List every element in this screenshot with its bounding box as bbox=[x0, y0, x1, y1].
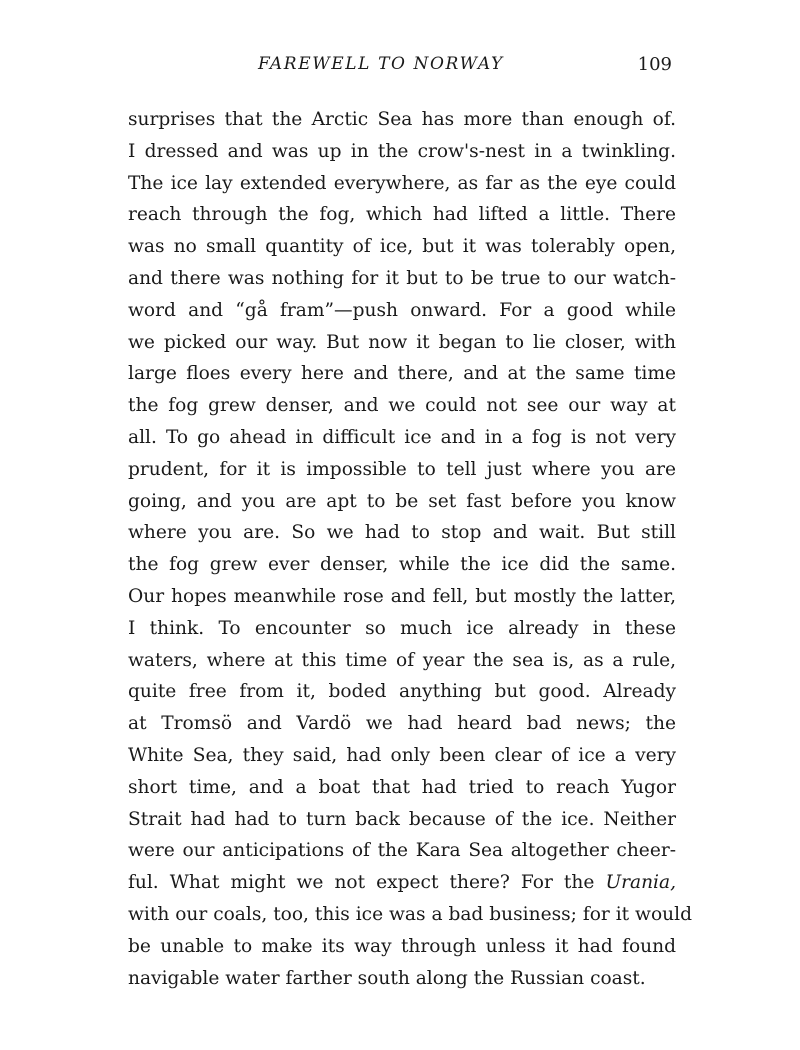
text-line-last: navigable water farther south along the Russian coast. bbox=[128, 967, 646, 989]
text-line: prudent, for it is impossible to tell just where you are bbox=[128, 458, 676, 480]
text-line: all. To go ahead in difficult ice and in a fog is not very bbox=[128, 426, 676, 448]
text-line: the fog grew denser, and we could not see our way at bbox=[128, 395, 676, 417]
text-line: quite free from it, boded anything but good. Already bbox=[128, 681, 676, 703]
text-line: The ice lay extended everywhere, as far as the eye could bbox=[128, 172, 676, 194]
text-line: going, and you are apt to be set fast before you know bbox=[128, 490, 676, 512]
text-line: at Tromsö and Vardö we had heard bad news; the bbox=[128, 713, 676, 735]
running-title: FAREWELL TO NORWAY bbox=[258, 54, 504, 74]
text-line: large floes every here and there, and at the same time bbox=[128, 363, 676, 385]
text-line: Strait had had to turn back because of the ice. Neither bbox=[128, 808, 676, 830]
page-number: 109 bbox=[637, 54, 672, 75]
text-line-segment: ful. What might we not expect there? For the bbox=[128, 872, 606, 894]
text-line: I dressed and was up in the crow's-nest in a twinkling. bbox=[128, 140, 676, 162]
text-line: Our hopes meanwhile rose and fell, but mostly the latter, bbox=[128, 585, 676, 607]
text-line: the fog grew ever denser, while the ice did the same. bbox=[128, 554, 676, 576]
text-line: White Sea, they said, had only been clear of ice a very bbox=[128, 744, 676, 766]
running-header bbox=[130, 54, 672, 82]
text-line bbox=[128, 867, 676, 899]
body-text bbox=[128, 104, 692, 994]
text-line: surprises that the Arctic Sea has more than enough of. bbox=[128, 109, 676, 130]
text-line: be unable to make its way through unless it had found bbox=[128, 935, 676, 957]
text-line: and there was nothing for it but to be true to our watch- bbox=[128, 267, 676, 289]
text-line: I think. To encounter so much ice already in these bbox=[128, 617, 676, 639]
text-line: word and “gå fram”—push onward. For a good while bbox=[128, 299, 676, 321]
text-line: were our anticipations of the Kara Sea altogether cheer- bbox=[128, 840, 676, 862]
ship-name-italic: Urania, bbox=[605, 872, 676, 894]
text-line: short time, and a boat that had tried to reach Yugor bbox=[128, 776, 676, 798]
text-line: was no small quantity of ice, but it was tolerably open, bbox=[128, 236, 676, 258]
text-line: we picked our way. But now it began to lie closer, with bbox=[128, 331, 676, 353]
text-line: with our coals, too, this ice was a bad business; for it would bbox=[128, 903, 692, 925]
text-line: where you are. So we had to stop and wait. But still bbox=[128, 522, 676, 544]
text-line: reach through the fog, which had lifted a little. There bbox=[128, 204, 676, 226]
text-line: waters, where at this time of year the sea is, as a rule, bbox=[128, 649, 676, 671]
